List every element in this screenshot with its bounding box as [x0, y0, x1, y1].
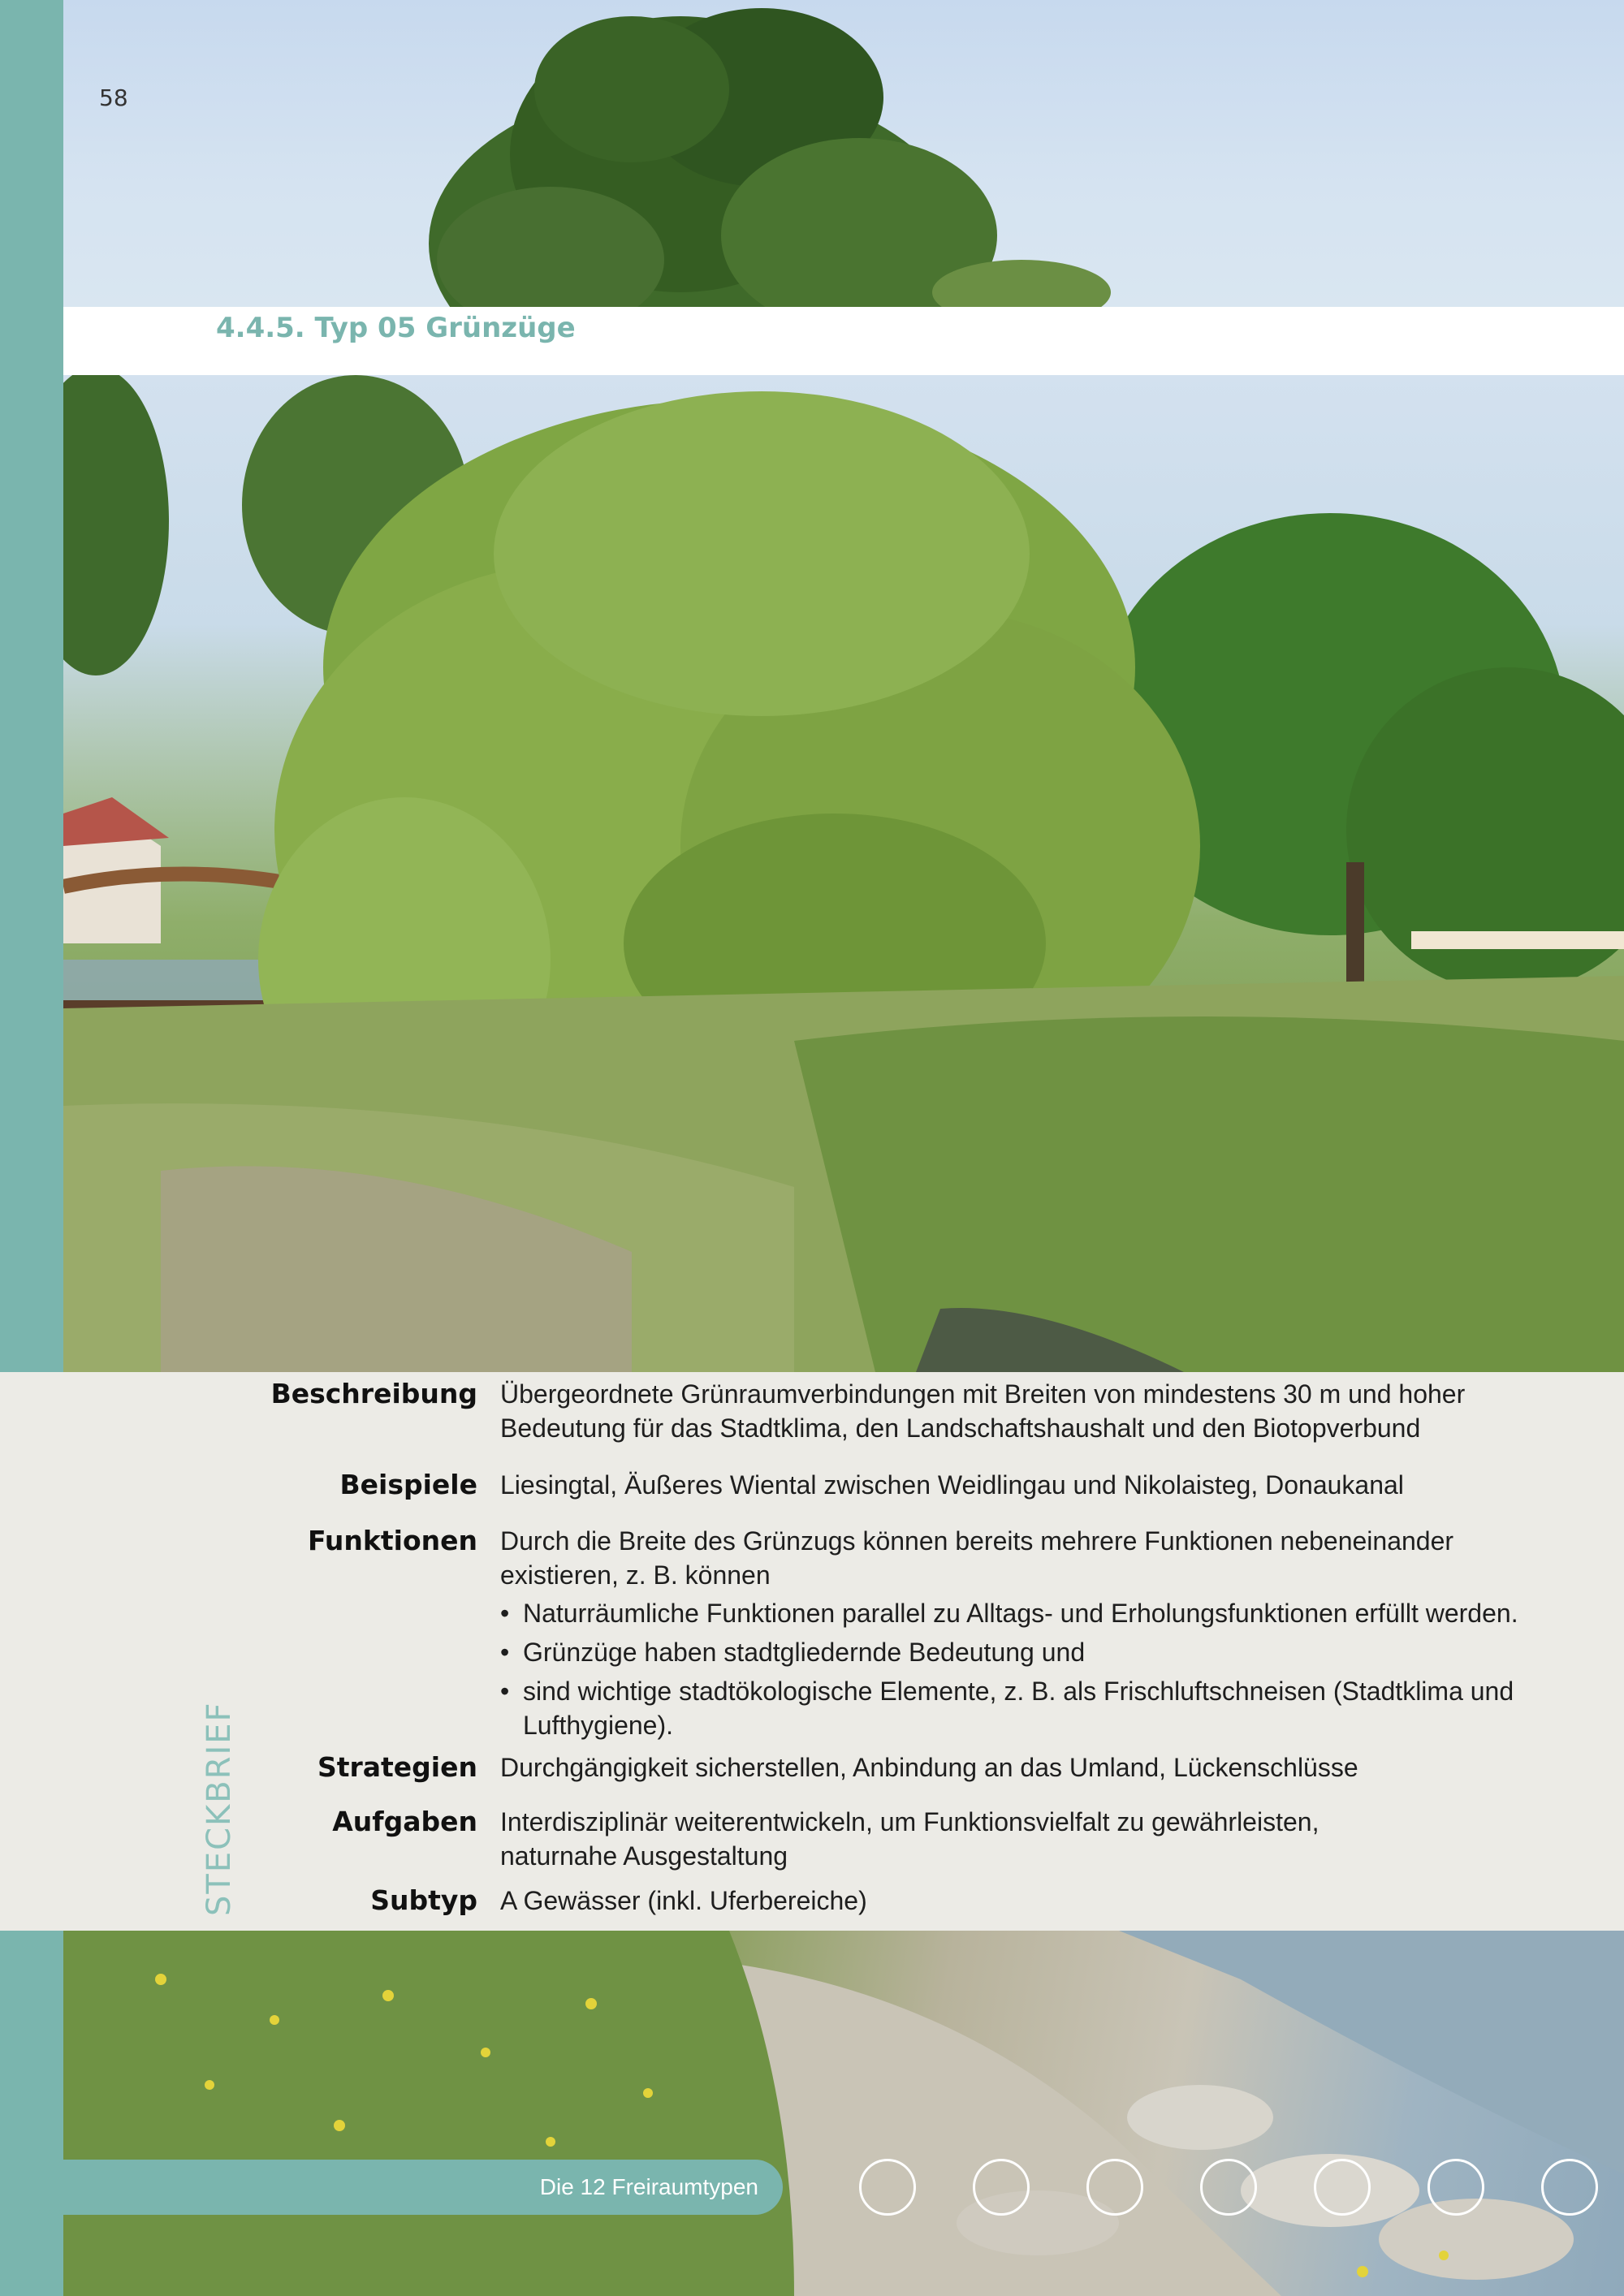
- bullet-icon: •: [500, 1599, 510, 1628]
- nav-circle-6[interactable]: [1427, 2159, 1484, 2216]
- row-label-funktionen: Funktionen: [308, 1525, 477, 1556]
- row-text-beschreibung: [500, 1377, 1556, 1445]
- steckbrief-side-label: STECKBRIEF: [201, 1701, 238, 1916]
- main-photo-willow: [63, 375, 1624, 1372]
- text-line: Interdisziplinär weiterentwickeln, um Funktionsvielfalt zu gewährleisten,: [500, 1807, 1320, 1836]
- left-accent-strip: [0, 0, 63, 2296]
- row-text-strategien: Durchgängigkeit sicherstellen, Anbindung an das Umland, Lückenschlüsse: [500, 1753, 1358, 1782]
- top-photo-tree: [63, 0, 1624, 307]
- row-label-beschreibung: Beschreibung: [270, 1378, 477, 1409]
- nav-circle-2[interactable]: [973, 2159, 1030, 2216]
- text-line: Übergeordnete Grünraumverbindungen mit Breiten von mindestens 30 m und hoher: [500, 1379, 1466, 1409]
- row-text-aufgaben: [500, 1805, 1556, 1873]
- nav-circle-4[interactable]: [1200, 2159, 1257, 2216]
- nav-circle-7[interactable]: [1541, 2159, 1598, 2216]
- row-text-funktionen: [500, 1524, 1556, 1592]
- riverbank-illustration: [63, 1931, 1624, 2296]
- footer-nav-pill[interactable]: [63, 2160, 783, 2215]
- nav-circle-1[interactable]: [859, 2159, 916, 2216]
- bullet-icon: •: [500, 1638, 510, 1667]
- bullet-continuation: Lufthygiene).: [523, 1711, 674, 1740]
- bullet-item: • sind wichtige stadtökologische Elemente, z. B. als Frischluftschneisen (Stadtklima und Lufthygiene).: [500, 1674, 1572, 1742]
- bullet-item: • Naturräumliche Funktionen parallel zu Alltags- und Erholungsfunktionen erfüllt werden.: [500, 1596, 1572, 1630]
- row-text-beispiele: Liesingtal, Äußeres Wiental zwischen Weidlingau und Nikolaisteg, Donaukanal: [500, 1470, 1404, 1500]
- nav-circle-5[interactable]: [1314, 2159, 1371, 2216]
- footer-label: Die 12 Freiraumtypen: [539, 2174, 758, 2199]
- nav-circle-3[interactable]: [1086, 2159, 1143, 2216]
- willow-landscape-illustration: [63, 375, 1624, 1372]
- bullet-icon: •: [500, 1677, 510, 1706]
- tree-crown-illustration: [63, 0, 1624, 307]
- row-label-subtyp: Subtyp: [370, 1884, 477, 1916]
- bottom-photo-riverbank: [63, 1931, 1624, 2296]
- text-line: naturnahe Ausgestaltung: [500, 1841, 788, 1871]
- page-number: 58: [99, 84, 128, 111]
- row-label-aufgaben: Aufgaben: [332, 1806, 477, 1837]
- row-label-beispiele: Beispiele: [339, 1469, 477, 1500]
- row-label-strategien: Strategien: [317, 1751, 477, 1783]
- text-line: Durch die Breite des Grünzugs können bereits mehrere Funktionen nebeneinander: [500, 1526, 1454, 1556]
- section-title: 4.4.5. Typ 05 Grünzüge: [216, 312, 576, 344]
- bullet-item: • Grünzüge haben stadtgliedernde Bedeutung und: [500, 1635, 1572, 1669]
- text-line: existieren, z. B. können: [500, 1560, 771, 1590]
- row-text-subtyp: A Gewässer (inkl. Uferbereiche): [500, 1886, 867, 1915]
- text-line: Bedeutung für das Stadtklima, den Landschaftshaushalt und den Biotopverbund: [500, 1413, 1421, 1443]
